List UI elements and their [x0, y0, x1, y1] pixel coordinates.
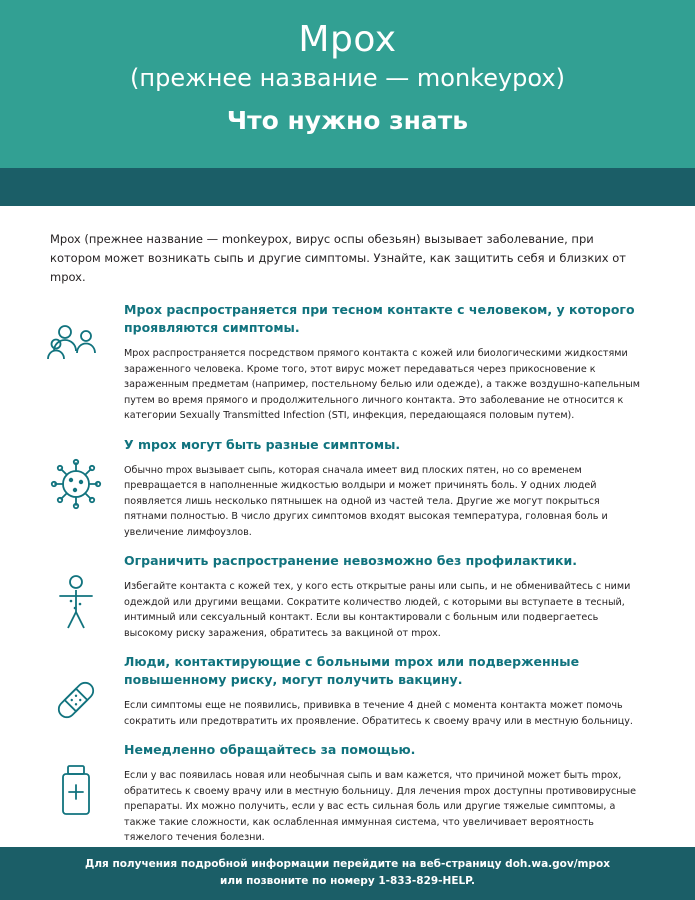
icon-cell [28, 436, 124, 510]
section-prevention [28, 552, 667, 641]
page-subtitle: (прежнее название — monkeypox) [130, 64, 565, 92]
section-heading: Немедленно обращайтесь за помощью. [124, 742, 416, 757]
section-spread [28, 301, 667, 424]
people-group-icon [46, 323, 106, 367]
section-body: Избегайте контакта с кожей тех, у кого есть открытые раны или сыпь, и не обменивайтесь с ними одеждой или другими вещами. Сократите количество людей, с которыми вы вступаете в тесный, интимный или сексуальный контакт. Если вы контактировали с больным или подвергаетесь высокому риску заражения, обратитесь за вакциной от mpox. [124, 581, 631, 639]
page-title: Mpox [298, 19, 397, 60]
header-band [0, 168, 695, 206]
sections-list [28, 301, 667, 846]
section-heading: Люди, контактирующие с больными mpox или подверженные повышенному риску, могут получить вакцину. [124, 654, 580, 687]
poster-header [0, 0, 695, 168]
text-cell [124, 653, 667, 729]
virus-icon [50, 458, 102, 510]
footer-line-2: или позвоните по номеру 1-833-829-HELP. [220, 875, 475, 887]
medicine-bottle-icon [55, 763, 97, 817]
section-heading: Mpox распространяется при тесном контакте с человеком, у которого проявляются симптомы. [124, 302, 635, 335]
text-cell [124, 301, 667, 424]
band-gap [0, 206, 695, 220]
page-tagline: Что нужно знать [226, 106, 469, 135]
text-cell [124, 436, 667, 541]
intro-paragraph: Mpox (прежнее название — monkeypox, вирус оспы обезьян) вызывает заболевание, при котором может возникать сыпь и другие симптомы. Узнайте, как защитить себя и близких от mpox. [50, 232, 626, 284]
poster-footer [0, 847, 695, 900]
person-rash-icon [56, 574, 96, 630]
icon-cell [28, 653, 124, 725]
section-vaccine [28, 653, 667, 729]
footer-line-1: Для получения подробной информации перейдите на веб-страницу doh.wa.gov/mpox [85, 858, 610, 870]
bandage-icon [51, 675, 101, 725]
section-help [28, 741, 667, 846]
section-body: Обычно mpox вызывает сыпь, которая сначала имеет вид плоских пятен, но со временем превращается в наполненные жидкостью волдыри и может причинять боль. У одних людей появляется лишь несколько пятнышек на одной из частей тела. Другие же могут покрыться пятнами полностью. В число других симптомов входят высокая температура, головная боль и увеличение лимфоузлов. [124, 464, 608, 538]
icon-cell [28, 741, 124, 817]
section-body: Mpox распространяется посредством прямого контакта с кожей или биологическими жидкостями зараженного человека. Кроме того, этот вирус может передаваться через прикосновение к зараженным предметам (например, постельному белью или одежде), а также воздушно-капельным путем во время прямого и продолжительного личного контакта. Это заболевание не относится к категории Sexually Transmitted Infection (STI, инфекция, передающаяся половым путем). [124, 348, 640, 421]
icon-cell [28, 552, 124, 630]
section-body: Если у вас появилась новая или необычная сыпь и вам кажется, что причиной может быть mpox, обратитесь к своему врачу или в местную больницу. Для лечения mpox доступны противовирусные препараты. Их можно получить, если у вас есть сильная боль или другие тяжелые симптомы, а также такие сложности, как ослабленная иммунная система, что увеличивает вероятность тяжелого течения болезни. [124, 770, 636, 843]
section-heading: У mpox могут быть разные симптомы. [124, 436, 401, 452]
section-symptoms [28, 436, 667, 541]
section-heading: Ограничить распространение невозможно без профилактики. [124, 553, 578, 568]
text-cell [124, 741, 667, 846]
poster-content [0, 220, 695, 846]
section-body: Если симптомы еще не появились, прививка в течение 4 дней с момента контакта может помочь сократить или предотвратить их проявление. Обратитесь к своему врачу или в местную больницу. [124, 700, 633, 727]
icon-cell [28, 301, 124, 367]
text-cell [124, 552, 667, 641]
